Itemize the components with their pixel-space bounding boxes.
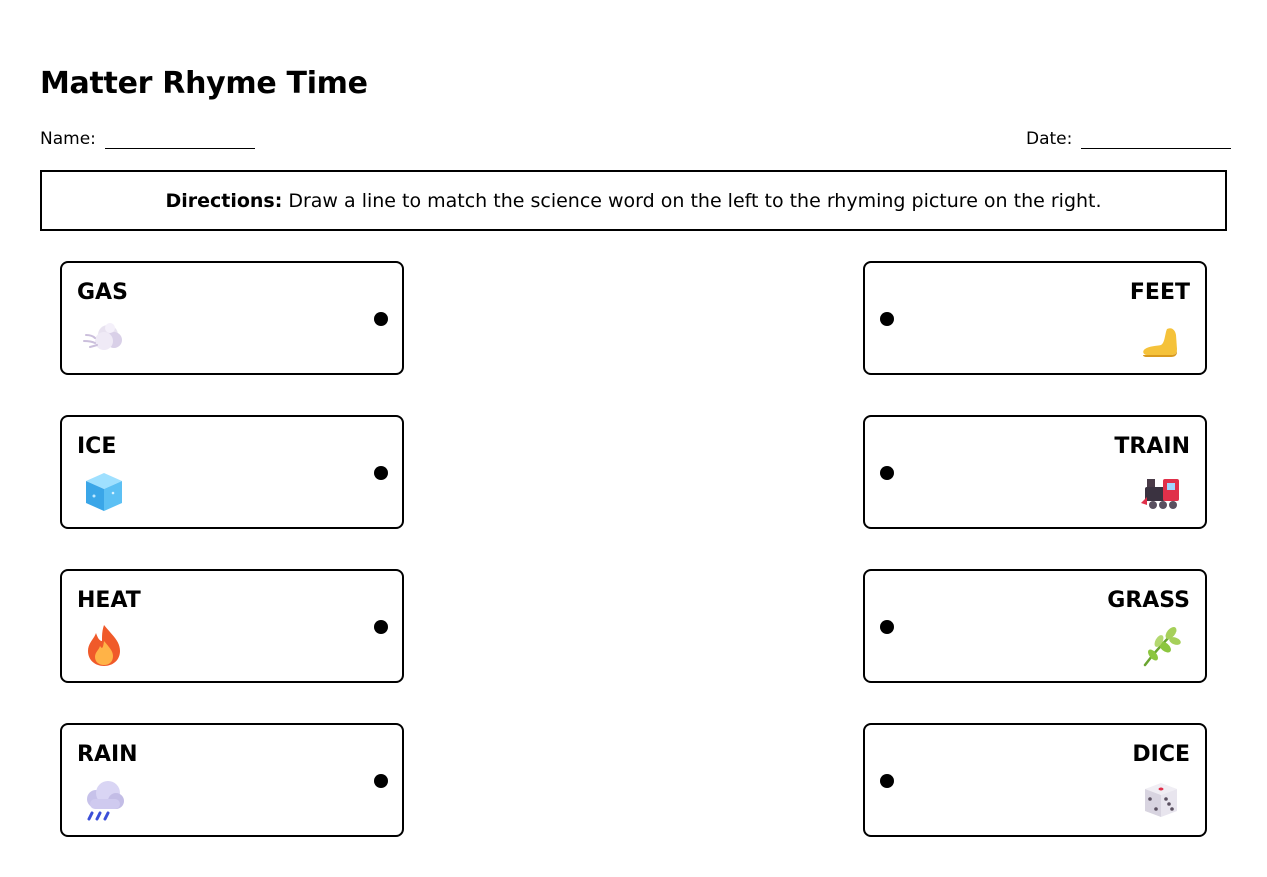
page-title: Matter Rhyme Time (40, 66, 368, 101)
match-dot[interactable] (374, 466, 388, 480)
gas-puff-icon (82, 315, 126, 359)
date-label: Date: (1026, 129, 1073, 149)
fire-icon (82, 623, 126, 667)
word-card-left (60, 569, 404, 683)
rhyme-word: FEET (1129, 280, 1190, 305)
date-field (1026, 128, 1231, 149)
picture-card-right (863, 723, 1207, 837)
word-card-left (60, 723, 404, 837)
directions-text: Draw a line to match the science word on the left to the rhyming picture on the right. (288, 189, 1102, 212)
match-dot[interactable] (374, 774, 388, 788)
match-dot[interactable] (880, 774, 894, 788)
name-blank-line[interactable] (105, 128, 255, 149)
word-card-left (60, 261, 404, 375)
rhyme-word: TRAIN (1114, 434, 1190, 459)
match-dot[interactable] (880, 312, 894, 326)
name-label: Name: (40, 129, 96, 149)
directions-label: Directions: (165, 189, 283, 212)
science-word: HEAT (77, 588, 141, 613)
die-icon (1139, 777, 1183, 821)
science-word: ICE (77, 434, 117, 459)
rain-cloud-icon (82, 777, 126, 821)
match-dot[interactable] (374, 620, 388, 634)
picture-card-right (863, 261, 1207, 375)
word-card-left (60, 415, 404, 529)
match-dot[interactable] (880, 466, 894, 480)
match-dot[interactable] (374, 312, 388, 326)
herb-icon (1139, 623, 1183, 667)
picture-card-right (863, 569, 1207, 683)
match-dot[interactable] (880, 620, 894, 634)
name-field (40, 128, 255, 149)
science-word: RAIN (77, 742, 138, 767)
foot-icon (1139, 315, 1183, 359)
locomotive-icon (1139, 469, 1183, 513)
ice-cube-icon (82, 469, 126, 513)
date-blank-line[interactable] (1081, 128, 1231, 149)
directions-box (40, 170, 1227, 231)
rhyme-word: GRASS (1107, 588, 1190, 613)
picture-card-right (863, 415, 1207, 529)
science-word: GAS (77, 280, 128, 305)
rhyme-word: DICE (1132, 742, 1190, 767)
